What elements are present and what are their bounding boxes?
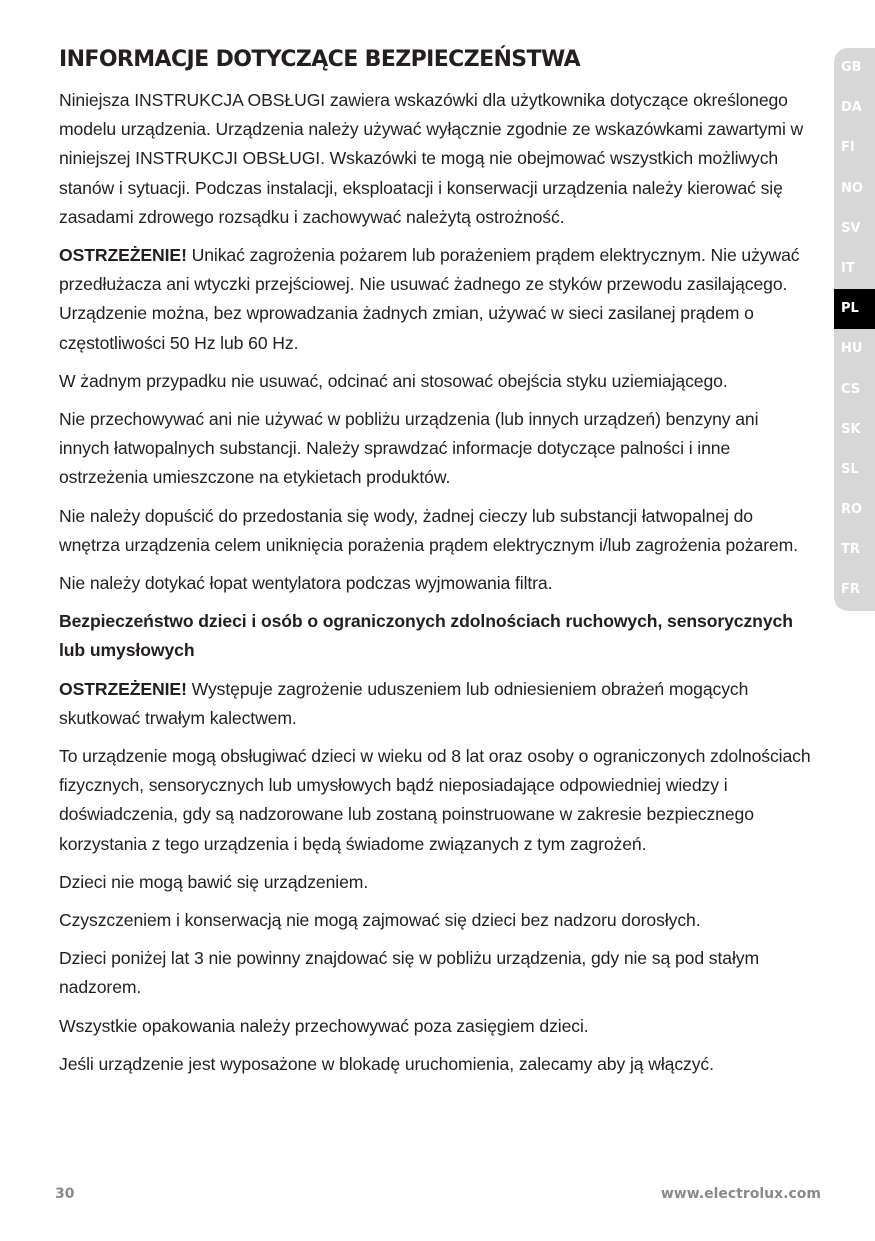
warning-text: Występuje zagrożenie uduszeniem lub odniesieniem obrażeń mogących skutkować trwałym kalectwem. xyxy=(59,678,749,728)
liquid-paragraph: Nie należy dopuścić do przedostania się wody, żadnej cieczy lub substancji łatwopalnej do wnętrza urządzenia celem uniknięcia porażenia prądem elektrycznym i/lub zagrożenia pożarem. xyxy=(59,505,799,555)
tab-sv[interactable]: SV xyxy=(841,220,861,236)
tab-da[interactable]: DA xyxy=(841,100,862,116)
language-tabs xyxy=(834,48,875,611)
tab-tr[interactable]: TR xyxy=(841,542,860,558)
tab-cs[interactable]: CS xyxy=(841,381,861,397)
warning-paragraph-suffocation xyxy=(59,675,811,733)
tab-fi[interactable]: FI xyxy=(841,140,855,156)
tab-sk[interactable]: SK xyxy=(841,421,861,437)
section-subheading: Bezpieczeństwo dzieci i osób o ograniczonych zdolnościach ruchowych, sensorycznych lub umysłowych xyxy=(59,611,793,661)
warning-label: OSTRZEŻENIE! xyxy=(59,678,187,699)
warning-paragraph-electric xyxy=(59,241,811,358)
grounding-paragraph: W żadnym przypadku nie usuwać, odcinać ani stosować obejścia styku uziemiającego. xyxy=(59,370,728,391)
tab-ro[interactable]: RO xyxy=(841,502,863,518)
cleaning-paragraph: Czyszczeniem i konserwacją nie mogą zajmować się dzieci bez nadzoru dorosłych. xyxy=(59,910,701,931)
packaging-paragraph: Wszystkie opakowania należy przechowywać poza zasięgiem dzieci. xyxy=(59,1015,589,1036)
intro-paragraph: Niniejsza INSTRUKCJA OBSŁUGI zawiera wskazówki dla użytkownika dotyczące określonego modelu urządzenia. Urządzenia należy używać wyłącznie zgodnie ze wskazówkami zawartymi w niniejszej INSTRUKCJI OBSŁUGI. Wskazówki te mogą nie obejmować wszystkich możliwych stanów i sytuacji. Podczas instalacji, eksploatacji i konserwacji urządzenia należy kierować się zasadami zdrowego rozsądku i zachowywać należytą ostrożność. xyxy=(59,90,804,227)
children-usage-paragraph: To urządzenie mogą obsługiwać dzieci w wieku od 8 lat oraz osoby o ograniczonych zdolnościach fizycznych, sensorycznych lub umysłowych bądź nieposiadające odpowiedniej wiedzy i doświadczenia, gdy są nadzorowane lub zostaną poinstruowane w zakresie bezpiecznego korzystania z tego urządzenia i będą świadome związanych z tym zagrożeń. xyxy=(59,746,811,854)
tab-it[interactable]: IT xyxy=(841,260,855,276)
warning-label: OSTRZEŻENIE! xyxy=(59,245,187,266)
fan-blades-paragraph: Nie należy dotykać łopat wentylatora podczas wyjmowania filtra. xyxy=(59,573,553,594)
main-content xyxy=(59,44,811,1088)
tab-gb[interactable]: GB xyxy=(841,60,862,75)
child-lock-paragraph: Jeśli urządzenie jest wyposażone w blokadę uruchomienia, zalecamy aby ją włączyć. xyxy=(59,1053,714,1074)
flammable-paragraph: Nie przechowywać ani nie używać w pobliżu urządzenia (lub innych urządzeń) benzyny ani innych łatwopalnych substancji. Należy sprawdzać informacje dotyczące palności i inne ostrzeżenia umieszczone na etykietach produktów. xyxy=(59,409,759,488)
warning-text: Unikać zagrożenia pożarem lub porażeniem prądem elektrycznym. Nie używać przedłużacza ani wtyczki przejściowej. Nie usuwać żadnego ze styków przewodu zasilającego. Urządzenie można, bez wprowadzania żadnych zmian, używać w sieci zasilanej prądem o częstotliwości 50 Hz lub 60 Hz. xyxy=(59,245,800,353)
tab-hu[interactable]: HU xyxy=(841,341,863,357)
tab-fr[interactable]: FR xyxy=(841,582,860,598)
tab-sl[interactable]: SL xyxy=(841,461,859,477)
page-number: 30 xyxy=(55,1186,75,1202)
page-title: INFORMACJE DOTYCZĄCE BEZPIECZEŃSTWA xyxy=(59,47,581,72)
website-link[interactable]: www.electrolux.com xyxy=(660,1186,821,1202)
tab-pl[interactable]: PL xyxy=(834,289,875,329)
tab-no[interactable]: NO xyxy=(841,180,863,196)
children-play-paragraph: Dzieci nie mogą bawić się urządzeniem. xyxy=(59,871,369,892)
supervision-paragraph: Dzieci poniżej lat 3 nie powinny znajdować się w pobliżu urządzenia, gdy nie są pod stałym nadzorem. xyxy=(59,948,760,998)
